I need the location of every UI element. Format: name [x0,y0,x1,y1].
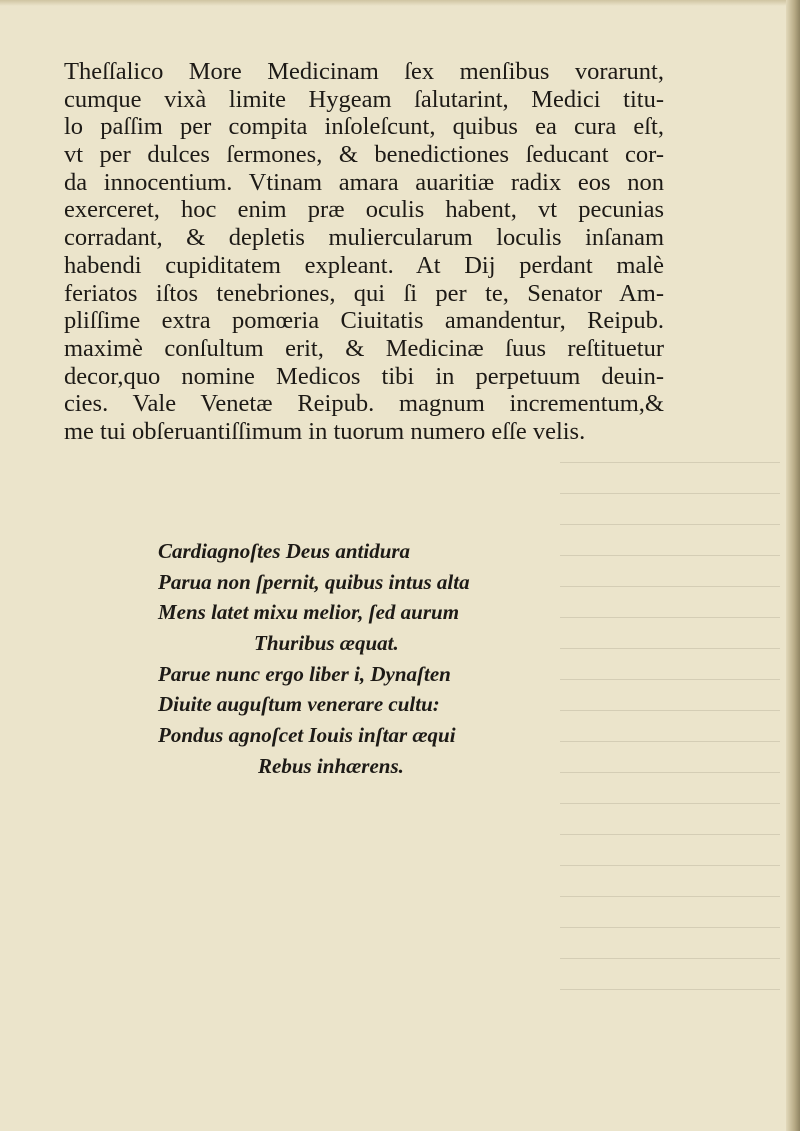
prose-line: feriatos iſtos tenebriones, qui ſi per te, Senator Am- [64,279,664,307]
prose-line: habendi cupiditatem expleant. At Dij perdant malè [64,251,664,279]
poem-stanzas [158,536,470,782]
prose-line: maximè conſultum erit, & Medicinæ ſuus reſtituetur [64,334,664,362]
show-through-text [560,440,780,1000]
prose-line: exerceret, hoc enim præ oculis habent, vt pecunias [64,196,664,224]
poem-line: Thuribus æquat. [254,631,399,656]
prose-line: Theſſalico More Medicinam ſex menſibus vorarunt, [64,58,664,85]
poem-line: Parua non ſpernit, quibus intus alta [158,569,470,594]
prose-line: da innocentium. Vtinam amara auaritiæ radix eos non [64,168,664,196]
prose-line: pliſſime extra pomœria Ciuitatis amandentur, Reipub. [64,307,664,335]
poem-line: Cardiagnoſtes Deus antidura [158,539,411,563]
prose-line: cies. Vale Venetæ Reipub. magnum incrementum,& [64,390,664,418]
prose-line: vt per dulces ſermones, & benedictiones ſeducant cor- [64,141,664,169]
prose-line: corradant, & depletis muliercularum loculis inſanam [64,224,664,252]
poem-line: Rebus inhærens. [258,753,404,778]
poem-line: Mens latet mixu melior, ſed aurum [158,600,460,625]
poem-line: Diuite auguſtum venerare cultu: [158,692,440,717]
prose-line: decor,quo nomine Medicos tibi in perpetuum deuin- [64,362,664,390]
prose-line: lo paſſim per compita inſoleſcunt, quibus ea cura eſt, [64,113,664,141]
page-top-edge [0,0,800,6]
prose-line: me tui obſeruantiſſimum in tuorum numero eſſe velis. [64,417,586,445]
poem-line: Pondus agnoſcet Iouis inſtar æqui [158,723,456,748]
prose-paragraph [64,58,664,446]
prose-line: cumque vixà limite Hygeam ſalutarint, Medici titu- [64,85,664,113]
poem-line: Parue nunc ergo liber i, Dynaſten [158,661,451,686]
page-right-edge [786,0,800,1131]
